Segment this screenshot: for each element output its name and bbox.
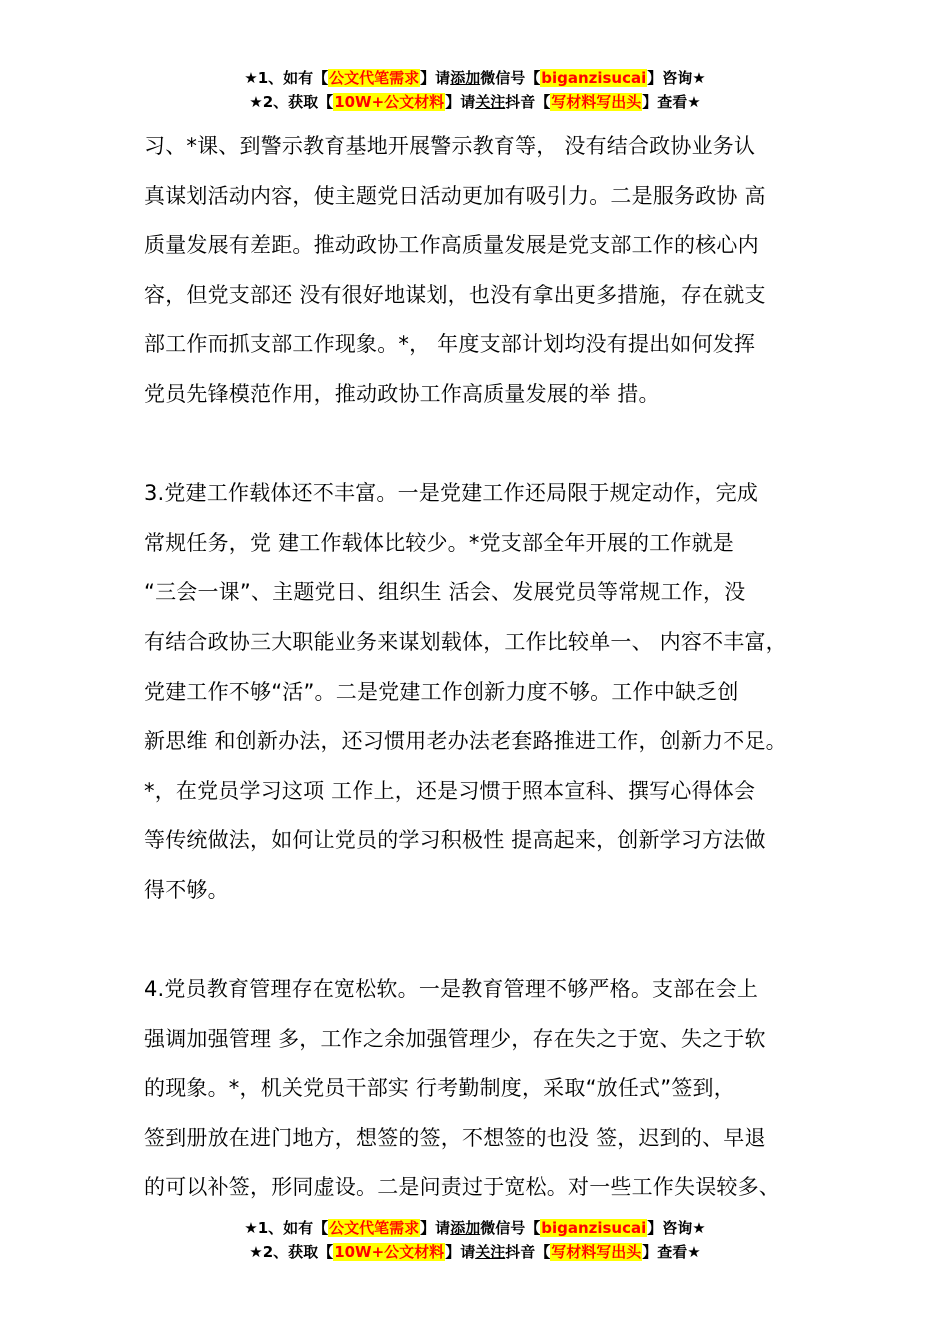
banner-line-1 [0, 66, 950, 90]
text-line: 得不够。 [144, 877, 229, 902]
header-banner [0, 66, 950, 114]
paragraph-2 [144, 469, 844, 915]
highlight-wechat-id: biganzisucai [541, 69, 647, 87]
banner-text: ★2、获取【 [249, 1243, 334, 1261]
text-line: 签到册放在进门地方，想签的签，不想签的也没 签，迟到的、早退 [144, 1125, 766, 1150]
banner-text: ★2、获取【 [249, 93, 334, 111]
paragraph-3 [144, 965, 844, 1213]
text-line: 的可以补签，形同虚设。二是问责过于宽松。对一些工作失误较多、 [144, 1175, 780, 1200]
highlight-service: 公文代笔需求 [329, 1219, 420, 1237]
banner-line-2 [0, 90, 950, 114]
banner-text: 微信号【 [480, 69, 541, 87]
footer-banner [0, 1216, 950, 1264]
text-line: 常规任务，党 建工作载体比较少。*党支部全年开展的工作就是 [144, 530, 734, 555]
highlight-douyin: 写材料写出头 [551, 1243, 642, 1261]
text-line: 3.党建工作载体还不丰富。一是党建工作还局限于规定动作，完成 [144, 481, 759, 506]
highlight-service: 公文代笔需求 [329, 69, 420, 87]
document-body [144, 122, 844, 1213]
banner-text: 】查看★ [642, 93, 701, 111]
underlined-text: 关注 [475, 93, 506, 111]
banner-text: 】请 [420, 1219, 451, 1237]
banner-text: ★1、如有【 [244, 1219, 329, 1237]
banner-text: 】请 [420, 69, 451, 87]
underlined-text: 添加 [450, 1219, 481, 1237]
banner-line-1 [0, 1216, 950, 1240]
text-line: 强调加强管理 多，工作之余加强管理少，存在失之于宽、失之于软 [144, 1026, 766, 1051]
banner-text: 】请 [445, 1243, 476, 1261]
text-line: 有结合政协三大职能业务来谋划载体，工作比较单一、 内容不丰富， [144, 629, 787, 654]
text-line: 的现象。*，机关党员干部实 行考勤制度，采取“放任式”签到， [144, 1076, 735, 1101]
banner-text: 抖音【 [505, 93, 551, 111]
text-line: 质量发展有差距。推动政协工作高质量发展是党支部工作的核心内 [144, 233, 759, 258]
underlined-text: 关注 [475, 1243, 506, 1261]
highlight-materials: 10W+公文材料 [334, 1243, 445, 1261]
text-line: 部工作而抓支部工作现象。*， 年度支部计划均没有提出如何发挥 [144, 332, 756, 357]
text-line: 党员先锋模范作用，推动政协工作高质量发展的举 措。 [144, 381, 660, 406]
banner-text: 】查看★ [642, 1243, 701, 1261]
highlight-douyin: 写材料写出头 [551, 93, 642, 111]
banner-text: 】请 [445, 93, 476, 111]
highlight-materials: 10W+公文材料 [334, 93, 445, 111]
text-line: 等传统做法，如何让党员的学习积极性 提高起来，创新学习方法做 [144, 828, 766, 853]
highlight-wechat-id: biganzisucai [541, 1219, 647, 1237]
banner-text: 抖音【 [505, 1243, 551, 1261]
text-line: 习、*课、到警示教育基地开展警示教育等， 没有结合政协业务认 [144, 134, 756, 158]
text-line: 真谋划活动内容，使主题党日活动更加有吸引力。二是服务政协 高 [144, 183, 766, 208]
banner-text: 微信号【 [480, 1219, 541, 1237]
text-line: 容，但党支部还 没有很好地谋划，也没有拿出更多措施，存在就支 [144, 282, 766, 307]
text-line: *，在党员学习这项 工作上，还是习惯于照本宣科、撰写心得体会 [144, 778, 756, 803]
paragraph-gap [144, 916, 844, 966]
banner-line-2 [0, 1240, 950, 1264]
banner-text: 】咨询★ [647, 69, 706, 87]
banner-text: 】咨询★ [647, 1219, 706, 1237]
banner-text: ★1、如有【 [244, 69, 329, 87]
underlined-text: 添加 [450, 69, 481, 87]
text-line: “三会一课”、主题党日、组织生 活会、发展党员等常规工作，没 [144, 580, 746, 605]
paragraph-1 [144, 122, 844, 420]
text-line: 党建工作不够“活”。二是党建工作创新力度不够。工作中缺乏创 [144, 679, 739, 704]
paragraph-gap [144, 420, 844, 470]
text-line: 4.党员教育管理存在宽松软。一是教育管理不够严格。支部在会上 [144, 977, 759, 1002]
text-line: 新思维 和创新办法，还习惯用老办法老套路推进工作，创新力不足。 [144, 729, 787, 754]
